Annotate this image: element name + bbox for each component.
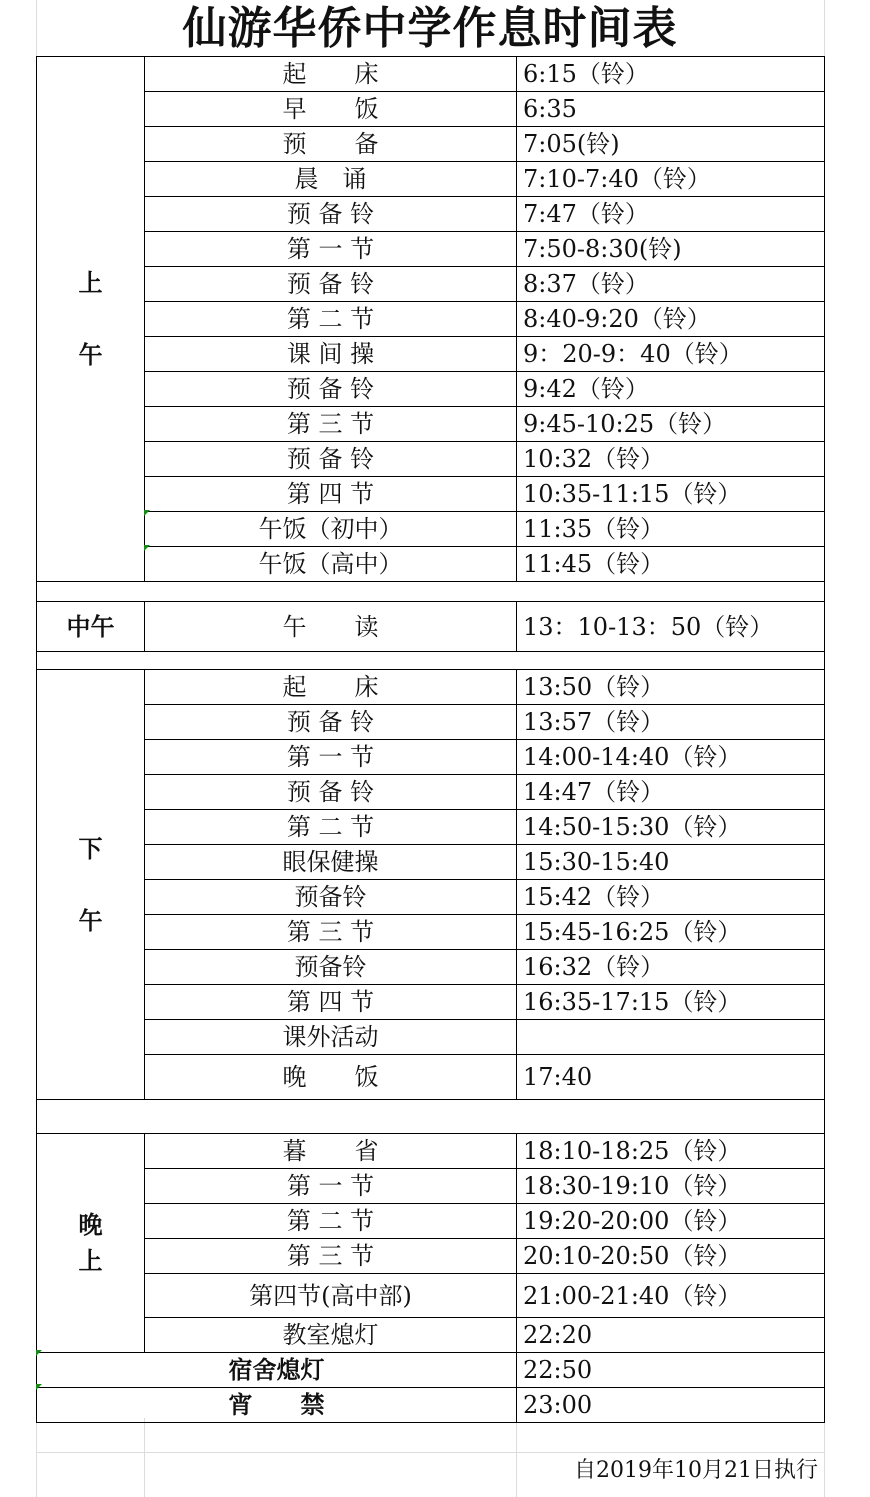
activity-time: 7:05(铃) — [517, 127, 825, 162]
afternoon-label: 下 午 — [37, 670, 145, 1100]
table-row — [37, 810, 825, 845]
table-row — [37, 1134, 825, 1169]
table-row — [37, 775, 825, 810]
cell-marker-icon — [36, 1384, 42, 1390]
table-row — [37, 127, 825, 162]
activity-name: 第 一 节 — [145, 232, 517, 267]
table-row — [37, 740, 825, 775]
activity-name: 第 三 节 — [145, 1239, 517, 1274]
activity-time: 16:32（铃） — [517, 950, 825, 985]
activity-name: 第 一 节 — [145, 740, 517, 775]
gridline — [36, 1452, 824, 1453]
activity-name: 预 备 铃 — [145, 267, 517, 302]
activity-name: 第 二 节 — [145, 1204, 517, 1239]
activity-name: 早 饭 — [145, 92, 517, 127]
activity-name: 预 备 铃 — [145, 442, 517, 477]
table-row — [37, 950, 825, 985]
activity-name: 第 一 节 — [145, 1169, 517, 1204]
activity-time: 6:15（铃） — [517, 57, 825, 92]
activity-name: 教室熄灯 — [145, 1318, 517, 1353]
spacer-row — [37, 1100, 825, 1134]
table-row — [37, 267, 825, 302]
activity-time: 7:50-8:30(铃) — [517, 232, 825, 267]
table-row — [37, 985, 825, 1020]
activity-name: 课 间 操 — [145, 337, 517, 372]
table-row — [37, 512, 825, 547]
activity-time: 15:42（铃） — [517, 880, 825, 915]
spacer-cell — [37, 652, 825, 670]
activity-name: 第 二 节 — [145, 302, 517, 337]
table-row — [37, 162, 825, 197]
table-row — [37, 1318, 825, 1353]
effective-date: 自2019年10月21日执行 — [574, 1458, 818, 1483]
activity-name: 起 床 — [145, 57, 517, 92]
table-row — [37, 92, 825, 127]
activity-name: 第 四 节 — [145, 477, 517, 512]
activity-name: 第 三 节 — [145, 915, 517, 950]
table-row — [37, 337, 825, 372]
activity-time: 10:35-11:15（铃） — [517, 477, 825, 512]
table-row — [37, 547, 825, 582]
activity-time: 9:45-10:25（铃） — [517, 407, 825, 442]
activity-name: 眼保健操 — [145, 845, 517, 880]
activity-name: 暮 省 — [145, 1134, 517, 1169]
activity-time: 15:45-16:25（铃） — [517, 915, 825, 950]
gridline — [516, 1418, 517, 1497]
activity-time: 17:40 — [517, 1055, 825, 1100]
table-row — [37, 1204, 825, 1239]
activity-time — [517, 1020, 825, 1055]
activity-time: 7:10-7:40（铃） — [517, 162, 825, 197]
table-row — [37, 1055, 825, 1100]
activity-name: 晨 诵 — [145, 162, 517, 197]
cell-marker-icon — [144, 545, 150, 551]
activity-name: 午饭（初中） — [145, 512, 517, 547]
activity-time: 22:20 — [517, 1318, 825, 1353]
table-row — [37, 442, 825, 477]
activity-time: 14:00-14:40（铃） — [517, 740, 825, 775]
activity-name: 课外活动 — [145, 1020, 517, 1055]
table-row — [37, 372, 825, 407]
activity-time: 6:35 — [517, 92, 825, 127]
morning-label: 上 午 — [37, 57, 145, 582]
table-row — [37, 670, 825, 705]
activity-name: 第 二 节 — [145, 810, 517, 845]
table-row — [37, 197, 825, 232]
activity-time: 8:37（铃） — [517, 267, 825, 302]
spacer-row — [37, 582, 825, 602]
dorm-lights-out-time: 22:50 — [517, 1353, 825, 1388]
activity-name: 预 备 铃 — [145, 775, 517, 810]
evening-label: 晚 上 — [37, 1134, 145, 1353]
table-row — [37, 1239, 825, 1274]
table-row — [37, 1274, 825, 1318]
activity-time: 9:42（铃） — [517, 372, 825, 407]
table-row — [37, 57, 825, 92]
activity-name: 预 备 铃 — [145, 197, 517, 232]
activity-time: 16:35-17:15（铃） — [517, 985, 825, 1020]
table-row — [37, 915, 825, 950]
activity-time: 19:20-20:00（铃） — [517, 1204, 825, 1239]
activity-time: 13:50（铃） — [517, 670, 825, 705]
table-row — [37, 602, 825, 652]
activity-time: 14:50-15:30（铃） — [517, 810, 825, 845]
spacer-cell — [37, 582, 825, 602]
curfew-name: 宵 禁 — [37, 1388, 517, 1423]
activity-name: 预 备 铃 — [145, 705, 517, 740]
activity-time: 18:30-19:10（铃） — [517, 1169, 825, 1204]
dorm-lights-out-row — [37, 1353, 825, 1388]
activity-name: 第四节(高中部) — [145, 1274, 517, 1318]
activity-time: 7:47（铃） — [517, 197, 825, 232]
gridline — [144, 1418, 145, 1497]
activity-name: 午 读 — [145, 602, 517, 652]
table-row — [37, 845, 825, 880]
noon-label: 中午 — [37, 602, 145, 652]
activity-name: 预备铃 — [145, 950, 517, 985]
cell-marker-icon — [36, 1350, 42, 1356]
activity-time: 9：20-9：40（铃） — [517, 337, 825, 372]
table-row — [37, 880, 825, 915]
activity-name: 预 备 铃 — [145, 372, 517, 407]
curfew-row — [37, 1388, 825, 1423]
activity-time: 13：10-13：50（铃） — [517, 602, 825, 652]
table-row — [37, 1020, 825, 1055]
cell-marker-icon — [144, 510, 150, 516]
dorm-lights-out-name: 宿舍熄灯 — [37, 1353, 517, 1388]
activity-name: 预备铃 — [145, 880, 517, 915]
activity-name: 预 备 — [145, 127, 517, 162]
table-row — [37, 1169, 825, 1204]
activity-time: 21:00-21:40（铃） — [517, 1274, 825, 1318]
activity-name: 第 四 节 — [145, 985, 517, 1020]
table-row — [37, 232, 825, 267]
activity-time: 18:10-18:25（铃） — [517, 1134, 825, 1169]
activity-time: 14:47（铃） — [517, 775, 825, 810]
activity-time: 10:32（铃） — [517, 442, 825, 477]
page-title: 仙游华侨中学作息时间表 — [182, 3, 678, 54]
table-row — [37, 477, 825, 512]
activity-time: 15:30-15:40 — [517, 845, 825, 880]
spacer-row — [37, 652, 825, 670]
curfew-time: 23:00 — [517, 1388, 825, 1423]
activity-time: 20:10-20:50（铃） — [517, 1239, 825, 1274]
activity-time: 11:35（铃） — [517, 512, 825, 547]
schedule-table — [36, 56, 825, 1423]
table-row — [37, 302, 825, 337]
activity-name: 起 床 — [145, 670, 517, 705]
activity-time: 11:45（铃） — [517, 547, 825, 582]
activity-name: 第 三 节 — [145, 407, 517, 442]
activity-name: 午饭（高中） — [145, 547, 517, 582]
spacer-cell — [37, 1100, 825, 1134]
table-row — [37, 407, 825, 442]
activity-time: 8:40-9:20（铃） — [517, 302, 825, 337]
table-row — [37, 705, 825, 740]
activity-name: 晚 饭 — [145, 1055, 517, 1100]
activity-time: 13:57（铃） — [517, 705, 825, 740]
